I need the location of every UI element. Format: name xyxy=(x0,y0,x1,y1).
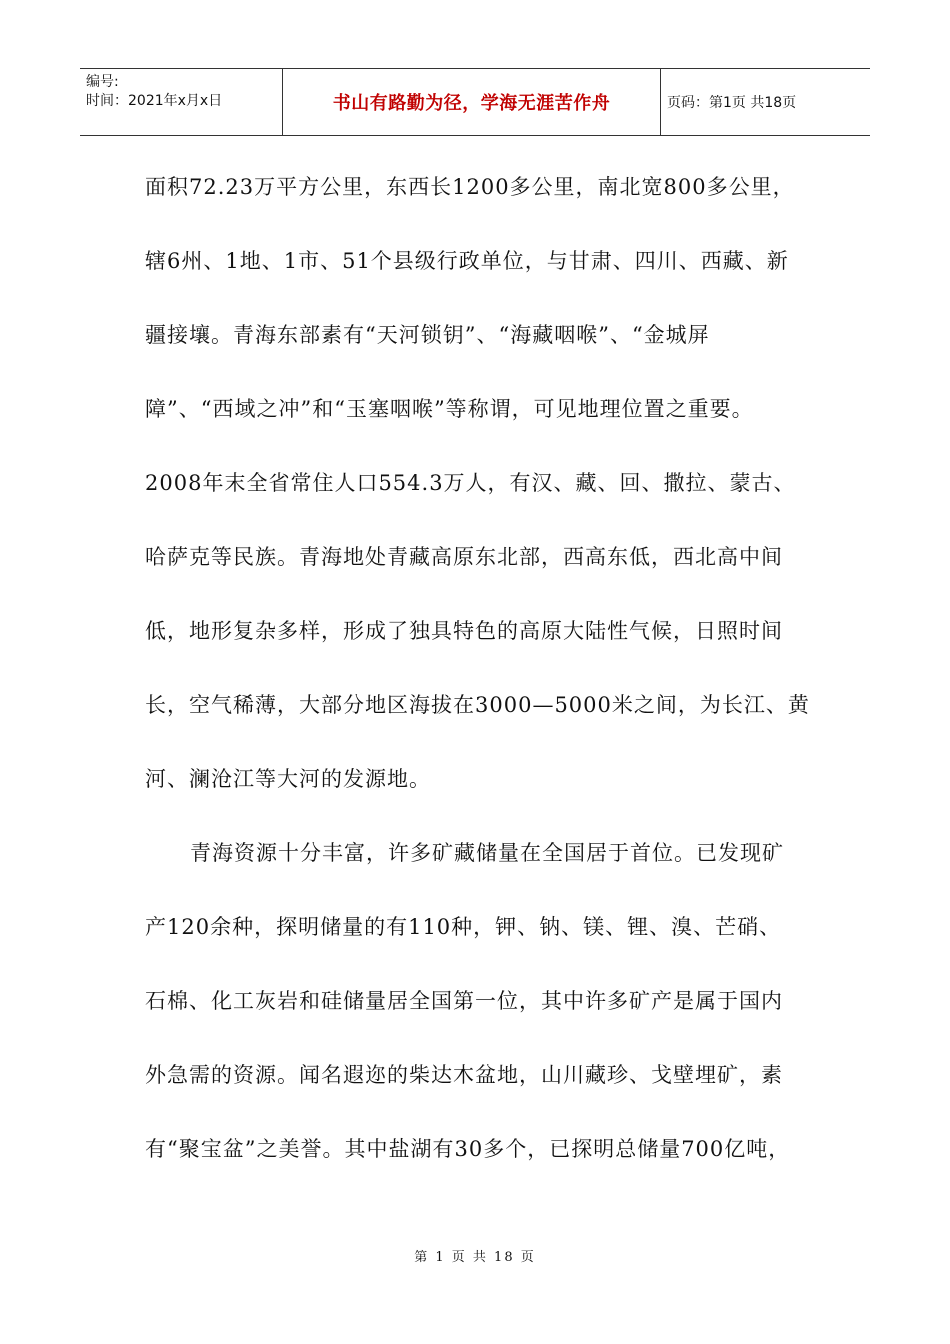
body-line: 长，空气稀薄，大部分地区海拔在3000—5000米之间，为长江、黄 xyxy=(145,693,810,717)
body-line: 面积72.23万平方公里，东西长1200多公里，南北宽800多公里， xyxy=(145,175,795,199)
page-header xyxy=(80,68,870,136)
header-meta xyxy=(80,69,283,135)
document-body xyxy=(145,161,825,1197)
page-footer: 第 1 页 共 18 页 xyxy=(414,1250,536,1265)
body-line: 青海资源十分丰富，许多矿藏储量在全国居于首位。已发现矿 xyxy=(190,841,784,865)
document-time-label: 时间：2021年x月x日 xyxy=(86,93,223,109)
body-line: 哈萨克等民族。青海地处青藏高原东北部，西高东低，西北高中间 xyxy=(145,545,783,569)
body-line: 辖6州、1地、1市、51个县级行政单位，与甘肃、四川、西藏、新 xyxy=(145,249,789,273)
body-line: 产120余种，探明储量的有110种，钾、钠、镁、锂、溴、芒硝、 xyxy=(145,915,782,939)
header-page-info: 页码：第1页 共18页 xyxy=(667,95,797,111)
body-line: 2008年末全省常住人口554.3万人，有汉、藏、回、撒拉、蒙古、 xyxy=(145,471,796,495)
body-line: 河、澜沧江等大河的发源地。 xyxy=(145,767,431,791)
body-line: 疆接壤。青海东部素有“天河锁钥”、“海藏咽喉”、“金城屏 xyxy=(145,323,710,347)
body-line: 外急需的资源。闻名遐迩的柴达木盆地，山川藏珍、戈壁埋矿，素 xyxy=(145,1063,783,1087)
document-number-label: 编号: xyxy=(86,74,119,90)
header-motto: 书山有路勤为径，学海无涯苦作舟 xyxy=(283,69,661,135)
body-line: 石棉、化工灰岩和硅储量居全国第一位，其中许多矿产是属于国内 xyxy=(145,989,783,1013)
body-line: 低，地形复杂多样，形成了独具特色的高原大陆性气候，日照时间 xyxy=(145,619,783,643)
body-line: 障”、“西域之冲”和“玉塞咽喉”等称谓，可见地理位置之重要。 xyxy=(145,397,754,421)
body-line: 有“聚宝盆”之美誉。其中盐湖有30多个，已探明总储量700亿吨， xyxy=(145,1137,791,1161)
